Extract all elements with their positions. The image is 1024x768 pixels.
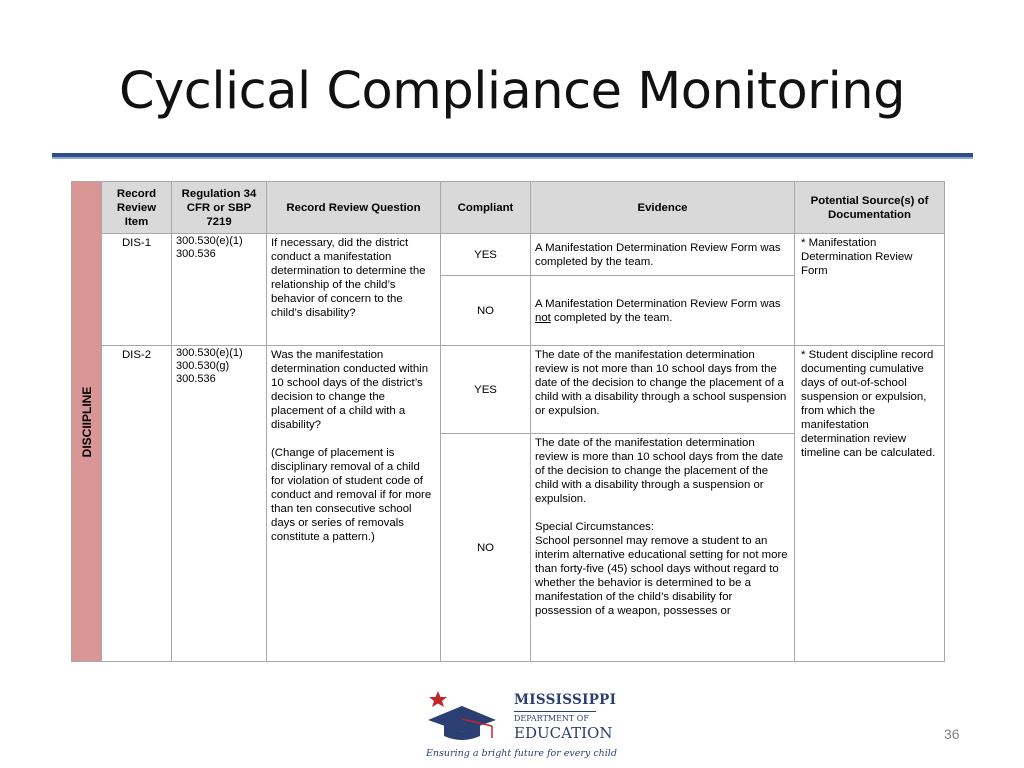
regulation-line: 300.530(g)	[176, 360, 230, 372]
header-sources: Potential Source(s) of Documentation	[795, 182, 945, 234]
slide-title: Cyclical Compliance Monitoring	[119, 62, 905, 121]
special-circumstances-title: Special Circumstances:	[535, 521, 655, 533]
compliant-no: NO	[441, 276, 531, 346]
regulation-line: 300.536	[176, 373, 216, 385]
mortarboard-star-icon	[422, 688, 512, 748]
table-row	[72, 234, 945, 276]
evidence-yes: A Manifestation Determination Review Form was completed by the team.	[531, 234, 795, 276]
evidence-no	[531, 276, 795, 346]
regulation-line: 300.530(e)(1)	[176, 235, 243, 247]
header-record-item: Record Review Item	[102, 182, 172, 234]
logo-tagline: Ensuring a bright future for every child	[426, 748, 617, 759]
logo-department: DEPARTMENT OF	[514, 714, 589, 723]
regulation-cell	[172, 234, 267, 346]
mde-logo	[422, 688, 617, 764]
header-evidence: Evidence	[531, 182, 795, 234]
question-cell	[267, 346, 441, 662]
regulation-line: 300.536	[176, 248, 216, 260]
question-text: Was the manifestation determination conducted within 10 school days of the district’s decision to change the placement of a child with a disability?	[271, 349, 429, 431]
evidence-no-text: The date of the manifestation determination review is more than 10 school days from the date of the decision to change the placement of the child with a disability through a suspension or expulsion.	[535, 437, 784, 505]
header-row	[72, 182, 945, 234]
logo-divider	[514, 711, 596, 712]
evidence-no-text: A Manifestation Determination Review Form was	[535, 297, 781, 310]
header-question: Record Review Question	[267, 182, 441, 234]
page-number: 36	[944, 726, 960, 742]
compliant-yes: YES	[441, 346, 531, 434]
source-cell: * Student discipline record documenting cumulative days of out-of-school suspension or expulsion, from which the manifestation determination review timeline can be calculated.	[795, 346, 945, 662]
section-label: DISCIIPLINE	[79, 386, 94, 457]
evidence-no-text-end: completed by the team.	[550, 311, 673, 324]
record-item-cell: DIS-2	[102, 346, 172, 662]
header-compliant: Compliant	[441, 182, 531, 234]
table-row	[72, 346, 945, 434]
section-band	[72, 182, 102, 662]
logo-name: MISSISSIPPI	[514, 692, 617, 708]
title-divider-accent	[52, 157, 973, 159]
header-regulation: Regulation 34 CFR or SBP 7219	[172, 182, 267, 234]
compliance-table	[71, 181, 945, 662]
evidence-yes: The date of the manifestation determination review is not more than 10 school days from the date of the decision to change the placement of a child with a disability through a school suspension or expulsion.	[531, 346, 795, 434]
special-circumstances-text: School personnel may remove a student to an interim alternative educational setting for not more than forty-five (45) school days without regard to whether the behavior is determined to be a manifestation of the child’s disability for possession of a weapon, possesses or	[535, 535, 788, 617]
logo-education: EDUCATION	[514, 724, 613, 742]
regulation-cell	[172, 346, 267, 662]
question-cell: If necessary, did the district conduct a manifestation determination to determine the relationship of the child’s behavior of concern to the child’s disability?	[267, 234, 441, 346]
record-item-cell: DIS-1	[102, 234, 172, 346]
question-note: (Change of placement is disciplinary removal of a child for violation of student code of conduct and removal if for more than ten consecutive school days or series of removals constitute a pattern.)	[271, 447, 432, 543]
compliant-yes: YES	[441, 234, 531, 276]
compliant-no: NO	[441, 434, 531, 662]
evidence-emphasis: not	[535, 311, 551, 324]
evidence-no	[531, 434, 795, 662]
source-cell: * Manifestation Determination Review Form	[795, 234, 945, 346]
regulation-line: 300.530(e)(1)	[176, 347, 243, 359]
